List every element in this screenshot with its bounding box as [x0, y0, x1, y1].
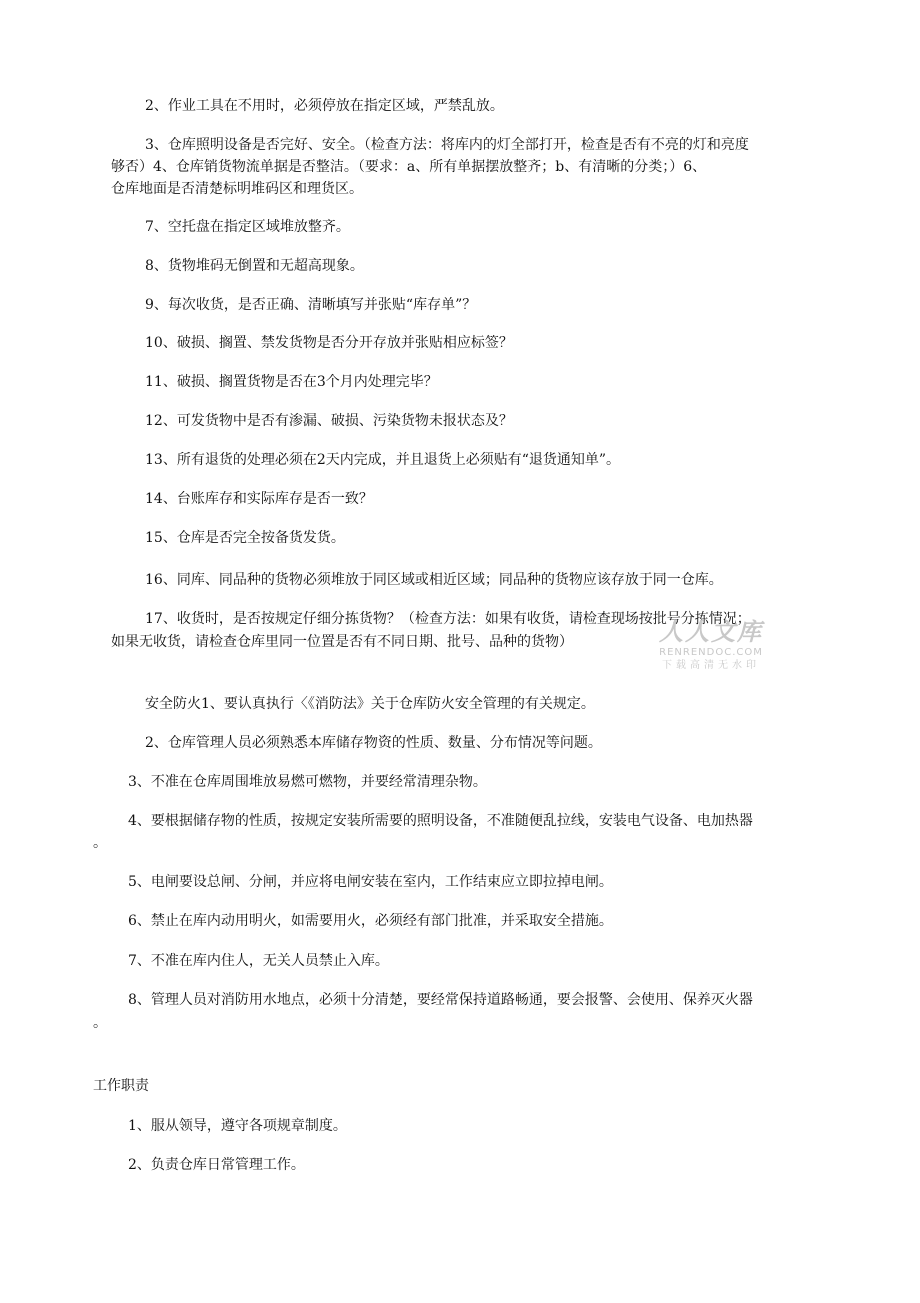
paragraph-damaged-goods: 10、破损、搁置、禁发货物是否分开存放并张贴相应标签？ — [145, 335, 513, 351]
paragraph-obey-leadership: 1、服从领导，遵守各项规章制度。 — [128, 1118, 347, 1134]
paragraph-receiving-label: 9、每次收货，是否正确、清晰填写并张贴“库存单”？ — [145, 297, 477, 313]
section-heading-duties: 工作职责 — [93, 1078, 149, 1094]
paragraph-stacking: 8、货物堆码无倒置和无超高现象。 — [145, 258, 364, 274]
paragraph-lighting-check-line-2: 够否）4、仓库销货物流单据是否整洁。（要求：a、所有单据摆放整齐；b、有清晰的分类；）6、 — [111, 159, 707, 175]
watermark-title: 人人文库 — [659, 618, 763, 646]
paragraph-lighting-check-line-1: 3、仓库照明设备是否完好、安全。（检查方法：将库内的灯全部打开，检查是否有不亮的灯和亮度 — [145, 137, 749, 153]
paragraph-damaged-handling: 11、破损、搁置货物是否在3个月内处理完毕？ — [145, 374, 438, 390]
paragraph-fire-safety-law: 安全防火1、要认真执行〈《消防法》关于仓库防火安全管理的有关规定。 — [145, 696, 595, 712]
paragraph-sorting-line-1: 17、收货时，是否按规定仔细分拣货物？（检查方法：如果有收货，请检查现场按批号分拣情况； — [145, 611, 751, 627]
paragraph-fire-water-line-2: 。 — [93, 1015, 107, 1031]
paragraph-ledger: 14、台账库存和实际库存是否一致？ — [145, 491, 373, 507]
paragraph-shipping: 15、仓库是否完全按备货发货。 — [145, 530, 345, 546]
paragraph-no-residence: 7、不准在库内住人，无关人员禁止入库。 — [128, 953, 389, 969]
watermark-subtitle: 下载高清无水印 — [662, 660, 760, 671]
paragraph-tool-storage: 2、作业工具在不用时，必须停放在指定区域，严禁乱放。 — [145, 98, 504, 114]
paragraph-staff-knowledge: 2、仓库管理人员必须熟悉本库储存物资的性质、数量、分布情况等问题。 — [145, 735, 602, 751]
paragraph-lighting-equipment-line-1: 4、要根据储存物的性质，按规定安装所需要的照明设备，不准随便乱拉线，安装电气设备、电加热器 — [128, 813, 753, 829]
paragraph-fire-water-line-1: 8、管理人员对消防用水地点，必须十分清楚，要经常保持道路畅通，要会报警、会使用、保养灭火器 — [128, 992, 753, 1008]
paragraph-open-flame: 6、禁止在库内动用明火，如需要用火，必须经有部门批准，并采取安全措施。 — [128, 913, 613, 929]
paragraph-same-product: 16、同库、同品种的货物必须堆放于同区域或相近区域；同品种的货物应该存放于同一仓库。 — [145, 572, 723, 588]
paragraph-empty-pallets: 7、空托盘在指定区域堆放整齐。 — [145, 219, 350, 235]
watermark-site: RENRENDOC.COM — [659, 647, 763, 658]
paragraph-daily-management: 2、负责仓库日常管理工作。 — [128, 1157, 305, 1173]
paragraph-lighting-equipment-line-2: 。 — [93, 835, 107, 851]
paragraph-returns: 13、所有退货的处理必须在2天内完成，并且退货上必须贴有“退货通知单”。 — [145, 452, 621, 468]
paragraph-leakage: 12、可发货物中是否有渗漏、破损、污染货物未报状态及？ — [145, 413, 513, 429]
paragraph-switches: 5、电闸要设总闸、分闸，并应将电闸安装在室内，工作结束应立即拉掉电闸。 — [128, 874, 613, 890]
paragraph-flammables: 3、不准在仓库周围堆放易燃可燃物，并要经常清理杂物。 — [128, 774, 487, 790]
paragraph-lighting-check-line-3: 仓库地面是否清楚标明堆码区和理货区。 — [111, 181, 363, 197]
paragraph-sorting-line-2: 如果无收货，请检查仓库里同一位置是否有不同日期、批号、品种的货物） — [111, 634, 573, 650]
